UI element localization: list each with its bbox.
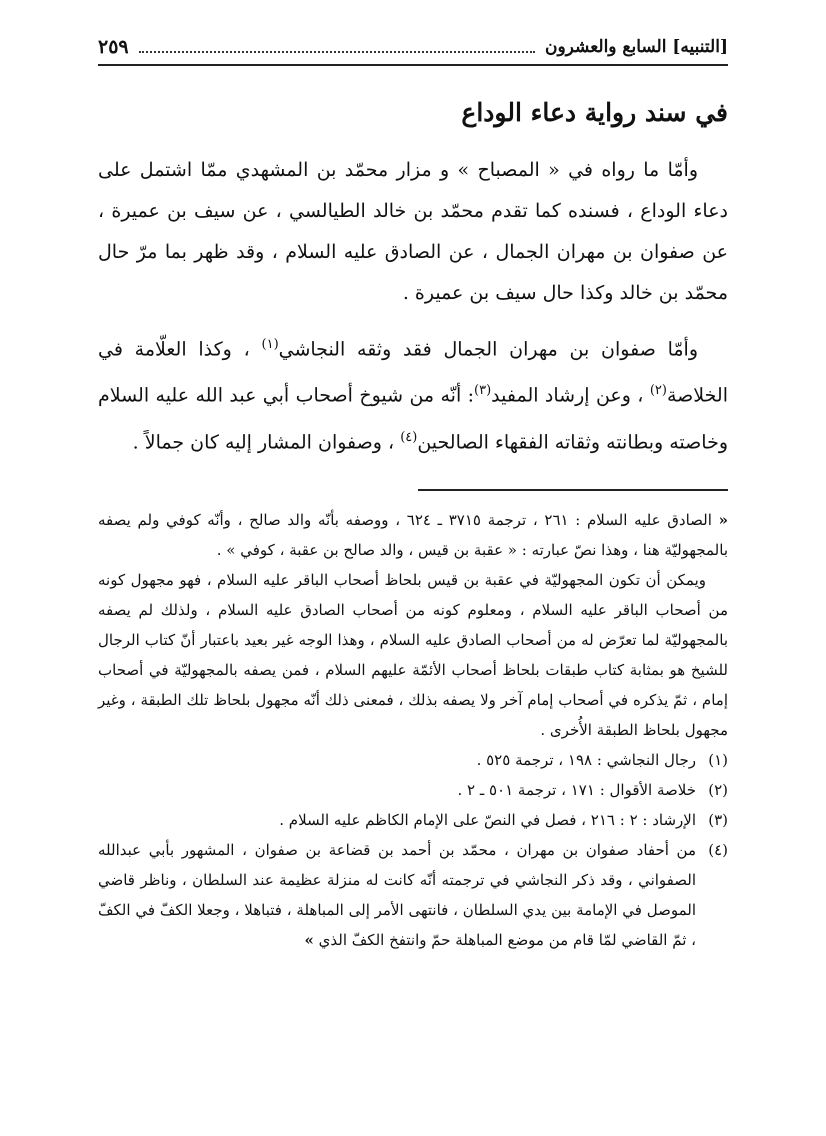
paragraph-2 xyxy=(98,324,728,463)
paragraph-2-part-b: ، وكذا العلّامة في الخلاصة xyxy=(98,338,728,407)
footnote-separator xyxy=(418,489,728,491)
footnote-number: (١) xyxy=(708,751,728,769)
header-title: [التنبيه] السابع والعشرون xyxy=(544,37,728,57)
paragraph-1: وأمّا ما رواه في « المصباح » و مزار محمّد بن المشهدي ممّا اشتمل على دعاء الوداع ، فسنده كما تقدم محمّد بن خالد الطيالسي ، عن سيف بن عميرة ، عن صفوان بن مهران الجمال ، عن الصادق عليه السلام ، وقد ظهر بما مرّ حال محمّد بن خالد وكذا حال سيف بن عميرة . xyxy=(98,159,728,304)
footnote-ref-3[interactable]: (٣) xyxy=(474,383,492,399)
paragraph-2-part-c: ، وعن إرشاد المفيد xyxy=(491,384,644,407)
page-number: ٢٥٩ xyxy=(98,36,129,58)
continuation-close-quote: » xyxy=(304,931,314,949)
footnote-text: الإرشاد : ٢ : ٢١٦ ، فصل في النصّ على الإمام الكاظم عليه السلام . xyxy=(279,811,696,829)
section-title: في سند رواية دعاء الوداع xyxy=(461,98,728,127)
main-text xyxy=(98,150,728,473)
footnote-text: خلاصة الأقوال : ١٧١ ، ترجمة ٥٠١ ـ ٢ . xyxy=(457,781,696,799)
footnote-number: (٣) xyxy=(708,811,728,829)
footnote-ref-2[interactable]: (٢) xyxy=(649,383,667,399)
footnote-number: (٤) xyxy=(708,841,728,859)
footnote-text xyxy=(98,835,696,955)
paragraph-2-part-e: ، وصفوان المشار إليه كان جمالاً . xyxy=(132,430,395,453)
paragraph-2-part-a: وأمّا صفوان بن مهران الجمال فقد وثقه النجاشي xyxy=(278,338,699,361)
header-dot-leader xyxy=(139,41,535,53)
footnote-2 xyxy=(98,775,728,805)
footnote-continuation xyxy=(98,505,728,565)
paragraph-2-part-d: : أنّه من شيوخ أصحاب أبي عبد الله عليه السلام وخاصته وبطانته وثقاته الفقهاء الصالحين xyxy=(98,384,728,453)
footnote-4 xyxy=(98,835,728,955)
continuation-line-1: الصادق عليه السلام : ٢٦١ ، ترجمة ٣٧١٥ ـ ٦٢٤ ، ووصفه بأنّه والد صالح ، وأنّه كوفي ولم يصفه بالمجهوليّة هنا ، وهذا نصّ عبارته : « عقبة بن قيس ، والد صالح بن عقبة ، كوفي » . xyxy=(98,511,728,559)
footnote-text: رجال النجاشي : ١٩٨ ، ترجمة ٥٢٥ . xyxy=(476,751,696,769)
footnote-3 xyxy=(98,805,728,835)
continuation-paragraph-2: ويمكن أن تكون المجهوليّة في عقبة بن قيس بلحاظ أصحاب الباقر عليه السلام ، فهو مجهول كونه من أصحاب الباقر عليه السلام ، ومعلوم كونه من أصحاب الصادق عليه السلام ، ولذلك لم يصفه بالمجهوليّة لما تعرّض له من أصحاب الصادق عليه السلام ، وهذا الوجه غير بعيد باعتبار أنّ كتاب الرجال للشيخ هو بمثابة كتاب طبقات بلحاظ أصحاب الأئمّة عليهم السلام ، فمن يصفه بالمجهوليّة في أصحاب إمام ، ثمّ يذكره في أصحاب إمام آخر ولا يصفه بذلك ، فمعنى ذلك أنّه مجهول بلحاظ تلك الطبقة ، وغير مجهول بلحاظ الطبقة الأُخرى . xyxy=(98,571,728,739)
footnote-1 xyxy=(98,745,728,775)
footnote-number: (٢) xyxy=(708,781,728,799)
continuation-open-quote: « xyxy=(718,511,729,529)
running-header xyxy=(98,30,728,66)
footnote-4-body: من أحفاد صفوان بن مهران ، محمّد بن أحمد بن قضاعة بن صفوان ، المشهور بأبي عبدالله الصفواني ، وقد ذكر النجاشي في ترجمته أنّه كانت له منزلة عظيمة عند السلطان ، وناظر قاضي الموصل في الإمامة بين يدي السلطان ، فانتهى الأمر إلى المباهلة ، فتباهلا ، وجعلا الكفّ في الكفّ ، ثمّ القاضي لمّا قام من موضع المباهلة حمّ وانتفخ الكفّ الذي xyxy=(98,841,696,949)
footnote-ref-1[interactable]: (١) xyxy=(261,337,279,352)
footnotes xyxy=(98,505,728,955)
footnote-ref-4[interactable]: (٤) xyxy=(400,429,418,445)
